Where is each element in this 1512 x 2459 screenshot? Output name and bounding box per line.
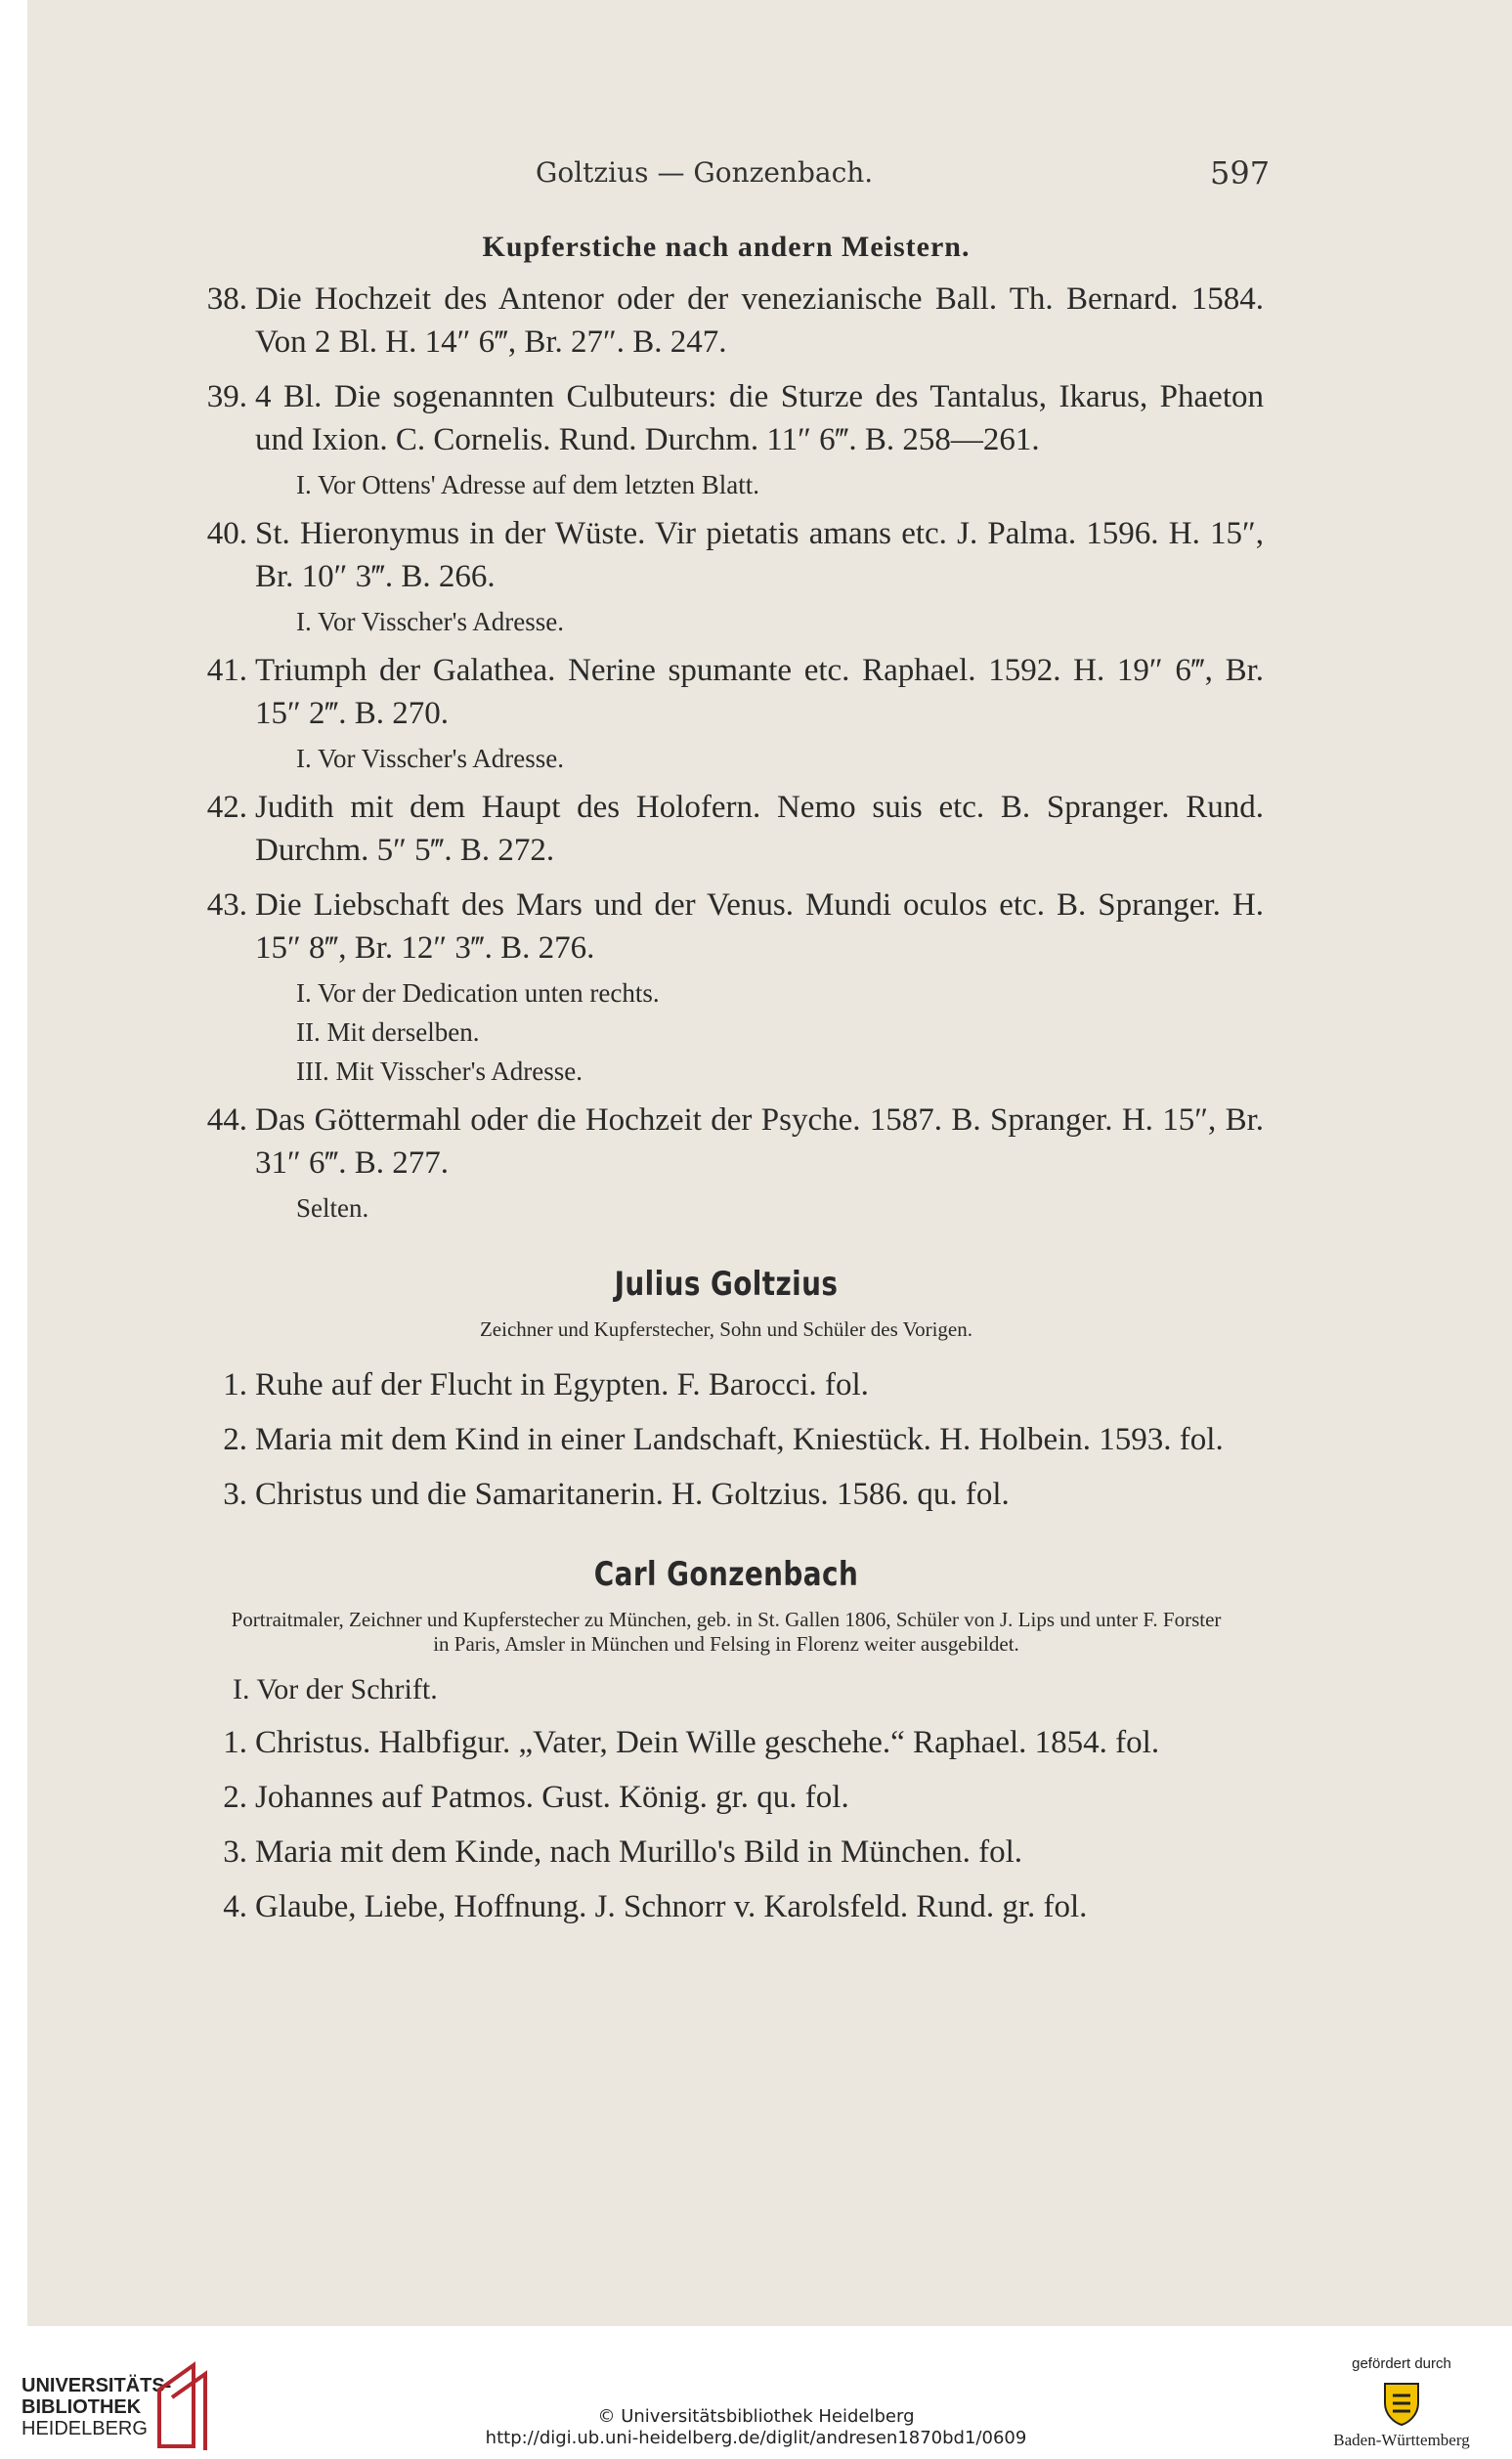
entry-number: 38. <box>206 281 247 317</box>
library-line3: HEIDELBERG <box>22 2418 148 2439</box>
entry-number: 2. <box>223 1422 247 1457</box>
entry-text: Johannes auf Patmos. Gust. König. gr. qu. fol. <box>255 1780 849 1815</box>
entry-text: 4 Bl. Die sogenannten Culbuteurs: die Sturze des Tantalus, Ikarus, Phaeton und Ixion. C. Cornelis. Rund. Durchm. 11″ 6‴. B. 258—261. <box>255 379 1264 457</box>
entry-number: 3. <box>223 1477 247 1512</box>
copyright <box>0 2406 1512 2449</box>
entry-number: 42. <box>206 790 247 825</box>
sponsor-label: gefördert durch <box>1352 2355 1451 2372</box>
entry-text: Maria mit dem Kinde, nach Murillo's Bild in München. fol. <box>255 1834 1022 1870</box>
entry-number: 1. <box>223 1725 247 1760</box>
entry-number: 1. <box>223 1367 247 1402</box>
library-line1: UNIVERSITÄTS- <box>22 2375 172 2396</box>
entry-state-note: I. Vor Visscher's Adresse. <box>296 607 564 636</box>
entry-text: Die Hochzeit des Antenor oder der venezianische Ball. Th. Bernard. 1584. Von 2 Bl. H. 14″ 6‴, Br. 27″. B. 247. <box>255 281 1264 360</box>
catalog-entry <box>189 1721 1264 1764</box>
scanned-page <box>27 0 1512 2326</box>
catalog-entry <box>189 884 1264 970</box>
section1-entries <box>189 278 1264 1226</box>
page-content <box>189 223 1264 1940</box>
entry-text: Triumph der Galathea. Nerine spumante etc. Raphael. 1592. H. 19″ 6‴, Br. 15″ 2‴. B. 270. <box>255 653 1264 731</box>
sponsor <box>1318 2355 1485 2450</box>
entry-text: Das Göttermahl oder die Hochzeit der Psyche. 1587. B. Spranger. H. 15″, Br. 31″ 6‴. B. 277. <box>255 1102 1264 1181</box>
entry-number: 4. <box>223 1889 247 1924</box>
entry-text: Judith mit dem Haupt des Holofern. Nemo suis etc. B. Spranger. Rund. Durchm. 5″ 5‴. B. 272. <box>255 790 1264 868</box>
footer <box>0 2326 1512 2459</box>
carl-entries <box>189 1721 1264 1928</box>
artist-note-julius: Zeichner und Kupferstecher, Sohn und Schüler des Vorigen. <box>479 1317 972 1341</box>
entry-state-note: I. Vor Visscher's Adresse. <box>296 744 564 773</box>
page-number: 597 <box>1210 154 1271 192</box>
entry-state-note: III. Mit Visscher's Adresse. <box>296 1057 583 1086</box>
entry-text: St. Hieronymus in der Wüste. Vir pietatis amans etc. J. Palma. 1596. H. 15″, Br. 10″ 3‴. B. 266. <box>255 516 1264 594</box>
catalog-entry <box>189 786 1264 872</box>
entry-text: Glaube, Liebe, Hoffnung. J. Schnorr v. Karolsfeld. Rund. gr. fol. <box>255 1889 1088 1924</box>
entry-number: 3. <box>223 1834 247 1870</box>
entry-number: 2. <box>223 1780 247 1815</box>
artist-note-carl: Portraitmaler, Zeichner und Kupferstecher zu München, geb. in St. Gallen 1806, Schüler von J. Lips und unter F. Forster in Paris, Amsler in München und Felsing in Florenz weiter ausgebildet. <box>231 1608 1222 1656</box>
entry-number: 39. <box>206 379 247 414</box>
catalog-entry <box>189 278 1264 364</box>
entry-state-note: Selten. <box>296 1193 369 1223</box>
catalog-entry <box>189 375 1264 461</box>
catalog-entry <box>189 649 1264 735</box>
artist-heading-julius: Julius Goltzius <box>614 1265 839 1304</box>
catalog-entry <box>189 1473 1264 1516</box>
entry-text: Christus und die Samaritanerin. H. Goltzius. 1586. qu. fol. <box>255 1477 1010 1512</box>
source-url[interactable]: http://digi.ub.uni-heidelberg.de/diglit/andresen1870bd1/0609 <box>485 2428 1027 2448</box>
catalog-entry <box>189 512 1264 598</box>
entry-text: Maria mit dem Kind in einer Landschaft, Kniestück. H. Holbein. 1593. fol. <box>255 1422 1224 1457</box>
entry-state-note: I. Vor der Dedication unten rechts. <box>296 978 660 1008</box>
entry-state-note: II. Mit derselben. <box>296 1017 480 1047</box>
state-crest-icon <box>1381 2380 1422 2427</box>
entry-state-note: I. Vor Ottens' Adresse auf dem letzten Blatt. <box>296 470 760 499</box>
state-note: I. Vor der Schrift. <box>233 1673 438 1705</box>
entry-number: 40. <box>206 516 247 551</box>
library-line2: BIBLIOTHEK <box>22 2396 142 2418</box>
entry-text: Die Liebschaft des Mars und der Venus. Mundi oculos etc. B. Spranger. H. 15″ 8‴, Br. 12″ 3‴. B. 276. <box>255 887 1264 966</box>
entry-number: 44. <box>206 1102 247 1138</box>
entry-text: Ruhe auf der Flucht in Egypten. F. Barocci. fol. <box>255 1367 869 1402</box>
entry-number: 43. <box>206 887 247 923</box>
entry-text: Christus. Halbfigur. „Vater, Dein Wille geschehe.“ Raphael. 1854. fol. <box>255 1725 1160 1760</box>
running-title: Goltzius — Gonzenbach. <box>536 156 874 189</box>
catalog-entry <box>189 1831 1264 1874</box>
entry-number: 41. <box>206 653 247 688</box>
catalog-entry <box>189 1418 1264 1461</box>
catalog-entry <box>189 1885 1264 1928</box>
julius-entries <box>189 1363 1264 1516</box>
copyright-text: © Universitätsbibliothek Heidelberg <box>597 2406 915 2427</box>
sponsor-state: Baden-Württemberg <box>1333 2431 1470 2449</box>
section-heading: Kupferstiche nach andern Meistern. <box>482 231 971 263</box>
catalog-entry <box>189 1099 1264 1185</box>
catalog-entry <box>189 1776 1264 1819</box>
catalog-entry <box>189 1363 1264 1406</box>
artist-heading-carl: Carl Gonzenbach <box>593 1555 859 1594</box>
